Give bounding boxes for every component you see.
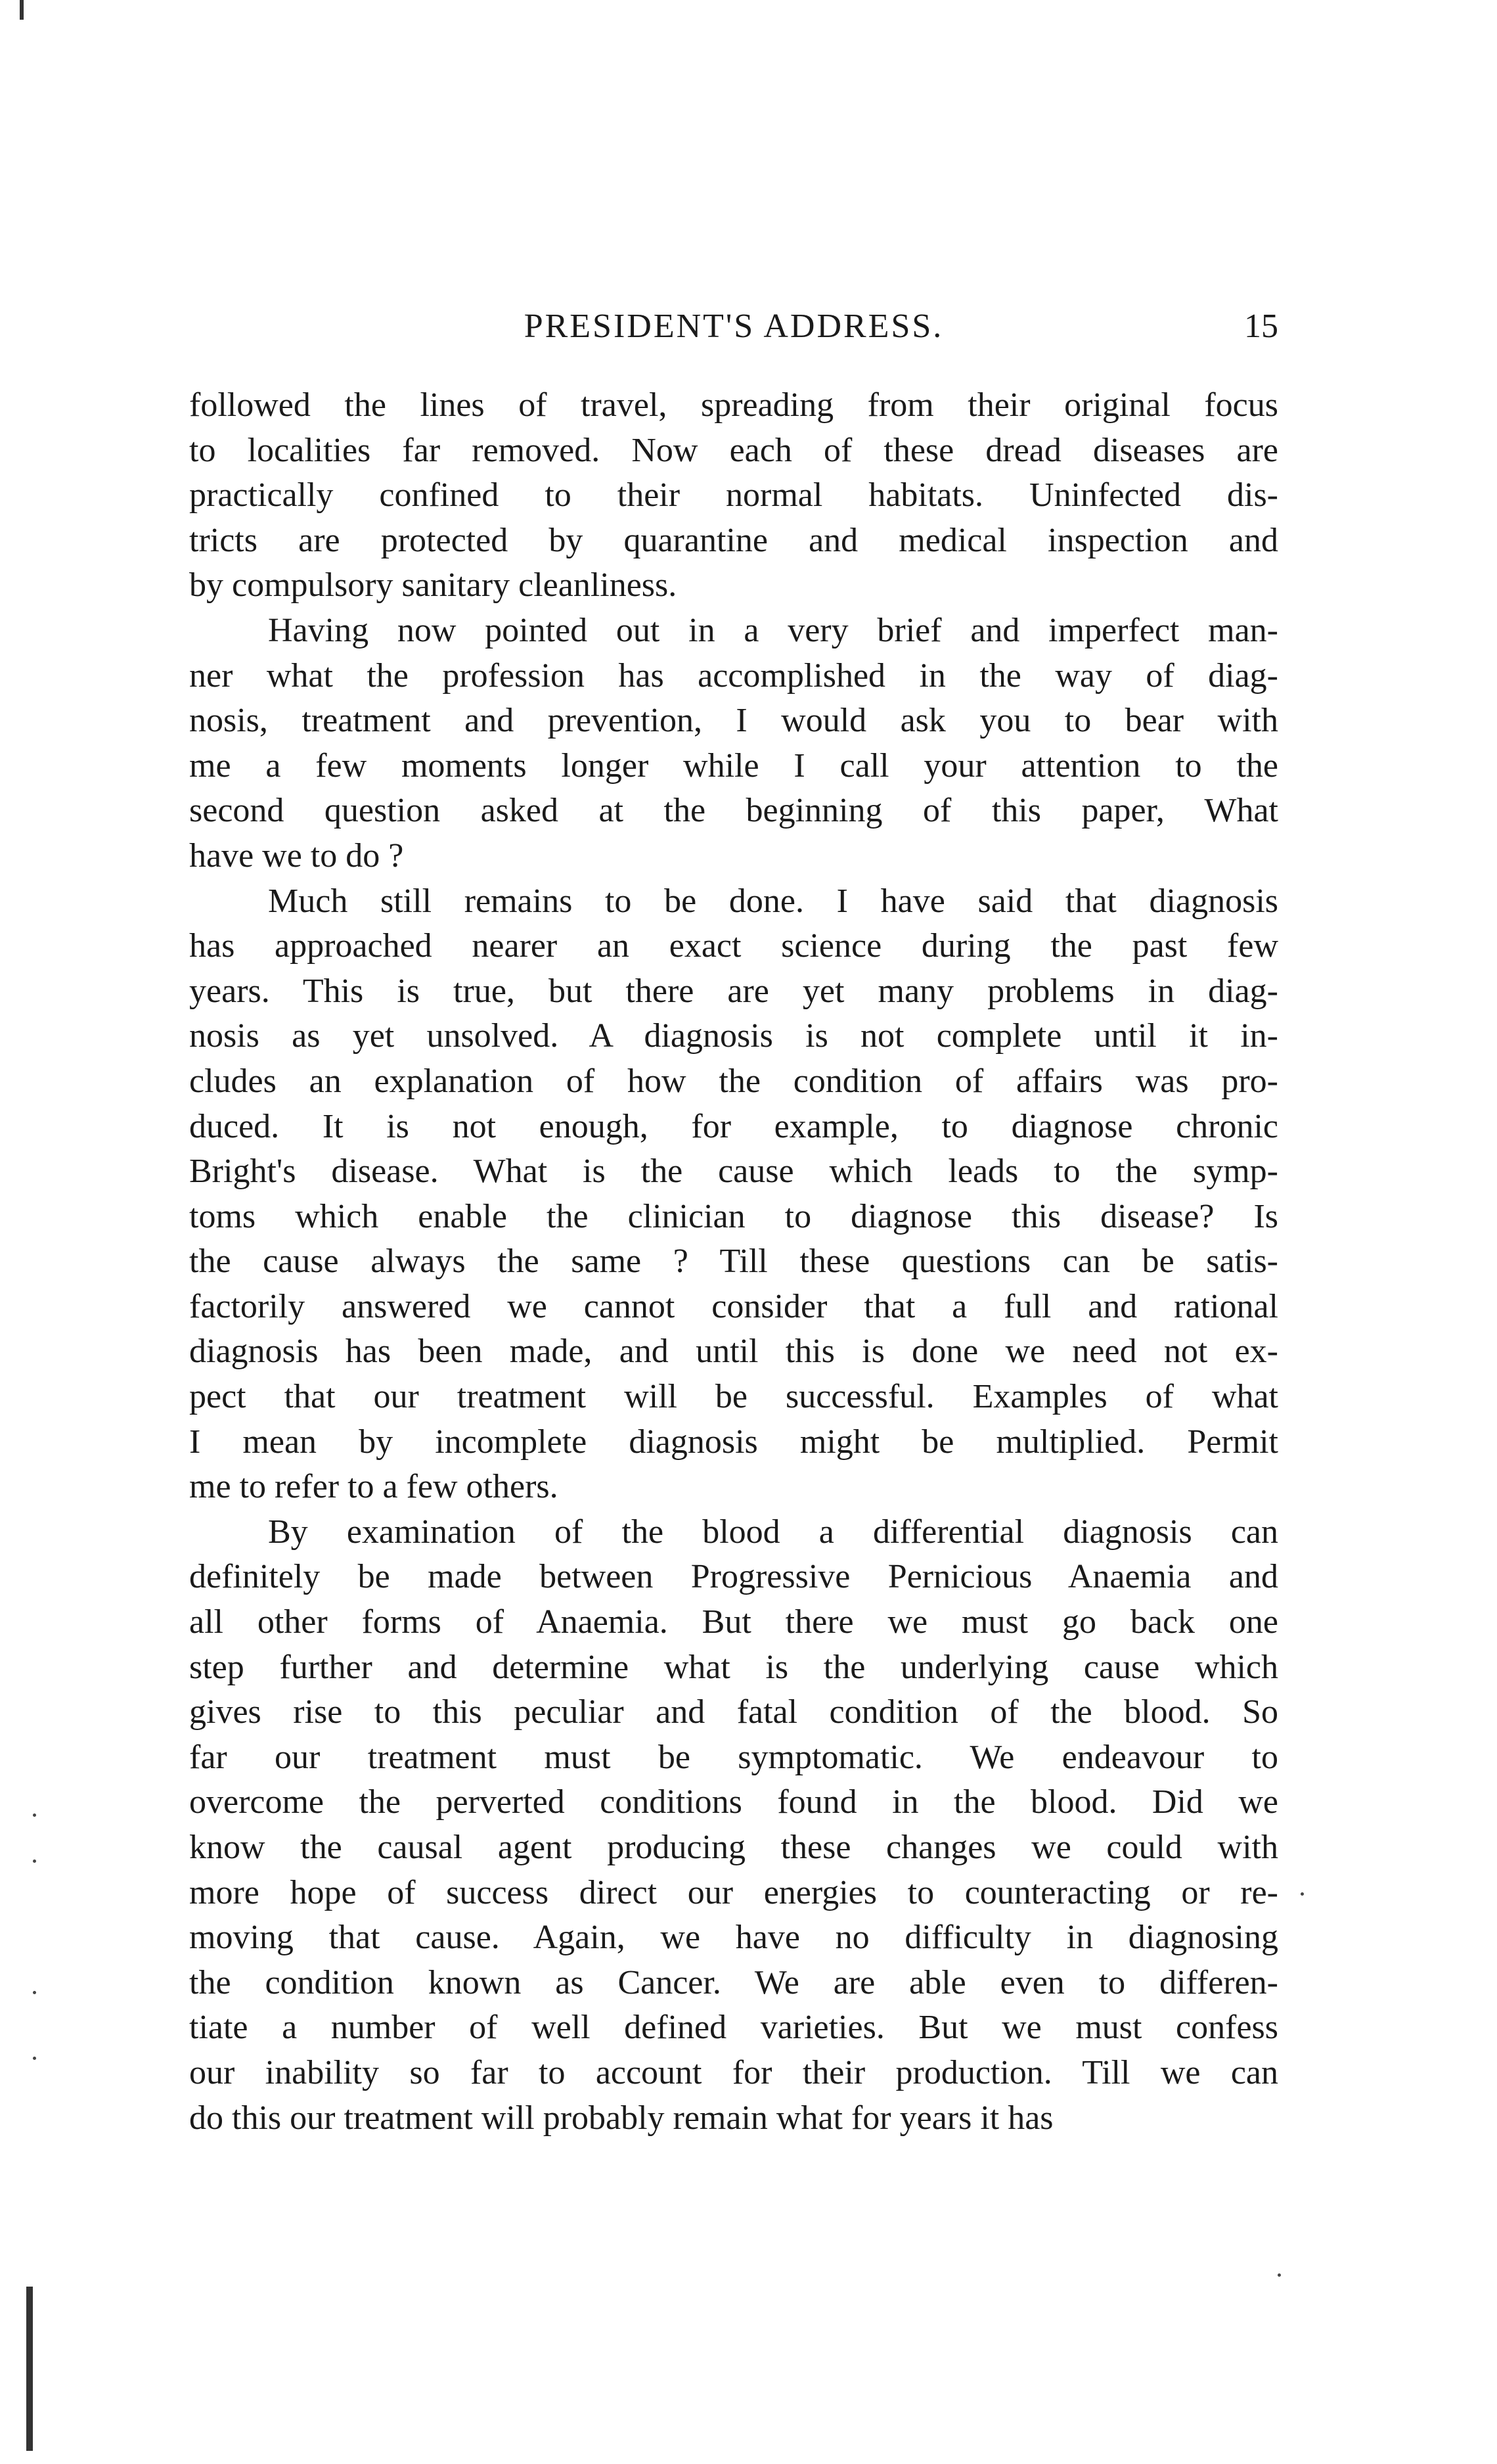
text-line: overcome the perverted conditions found in the blood. Did we (189, 1783, 1278, 1821)
text-line: I mean by incomplete diagnosis might be multiplied. Permit (189, 1423, 1278, 1461)
text-line: second question asked at the beginning of this paper, What (189, 792, 1278, 830)
text-line: Having now pointed out in a very brief and imperfect man- (268, 611, 1278, 649)
text-line: to localities far removed. Now each of these dread diseases are (189, 431, 1278, 469)
text-line: me a few moments longer while I call your attention to the (189, 746, 1278, 785)
binding-edge-mark (20, 0, 24, 20)
text-line: followed the lines of travel, spreading from their original focus (189, 386, 1278, 424)
text-line: tricts are protected by quarantine and medical inspection and (189, 521, 1278, 559)
page-speck (33, 1859, 36, 1863)
text-line: moving that cause. Again, we have no difficulty in diagnosing (189, 1919, 1278, 1957)
paragraph (189, 383, 1278, 608)
text-line: have we to do ? (189, 836, 404, 875)
text-line: practically confined to their normal habitats. Uninfected dis- (189, 476, 1278, 514)
binding-edge-mark (26, 2287, 33, 2451)
page-speck (1301, 1892, 1304, 1896)
text-line: tiate a number of well defined varieties. But we must confess (189, 2009, 1278, 2047)
paragraph (189, 1510, 1278, 2141)
text-line: all other forms of Anaemia. But there we must go back one (189, 1603, 1278, 1641)
text-line: more hope of success direct our energies to counteracting or re- (189, 1873, 1278, 1911)
text-line: step further and determine what is the underlying cause which (189, 1648, 1278, 1686)
text-line: pect that our treatment will be successful. Examples of what (189, 1378, 1278, 1416)
text-line: Bright's disease. What is the cause which leads to the symp- (189, 1152, 1278, 1191)
text-line: ner what the profession has accomplished in the way of diag- (189, 656, 1278, 695)
text-line: factorily answered we cannot consider that a full and rational (189, 1287, 1278, 1325)
text-line: nosis as yet unsolved. A diagnosis is not complete until it in- (189, 1017, 1278, 1055)
text-line: our inability so far to account for their production. Till we can (189, 2053, 1278, 2091)
text-line: Much still remains to be done. I have said that diagnosis (268, 882, 1278, 920)
text-line: the cause always the same ? Till these questions can be satis- (189, 1243, 1278, 1281)
text-line: has approached nearer an exact science during the past few (189, 927, 1278, 965)
page-speck (33, 1814, 36, 1817)
page-header (189, 304, 1278, 350)
page-speck (1278, 2273, 1281, 2277)
text-line: duced. It is not enough, for example, to diagnose chronic (189, 1107, 1278, 1145)
text-line: definitely be made between Progressive Pernicious Anaemia and (189, 1558, 1278, 1596)
text-line: me to refer to a few others. (189, 1468, 558, 1506)
page-number: 15 (1244, 308, 1278, 345)
text-line: nosis, treatment and prevention, I would ask you to bear with (189, 702, 1278, 740)
text-line: toms which enable the clinician to diagnose this disease? Is (189, 1197, 1278, 1235)
text-line: years. This is true, but there are yet many problems in diag- (189, 972, 1278, 1010)
paragraph (189, 879, 1278, 1510)
text-line: gives rise to this peculiar and fatal condition of the blood. So (189, 1693, 1278, 1731)
text-line: the condition known as Cancer. We are able even to differen- (189, 1963, 1278, 2001)
paragraph (189, 608, 1278, 879)
running-head: PRESIDENT'S ADDRESS. (524, 308, 944, 345)
text-line: diagnosis has been made, and until this is done we need not ex- (189, 1333, 1278, 1371)
text-line: by compulsory sanitary cleanliness. (189, 566, 677, 605)
text-line: cludes an explanation of how the condition of affairs was pro- (189, 1062, 1278, 1100)
text-line: By examination of the blood a differential diagnosis can (268, 1513, 1278, 1551)
page-speck (33, 1991, 36, 1994)
text-line: know the causal agent producing these changes we could with (189, 1829, 1278, 1866)
text-line: do this our treatment will probably remain what for years it has (189, 2099, 1054, 2137)
page-speck (33, 2057, 36, 2060)
text-line: far our treatment must be symptomatic. We endeavour to (189, 1738, 1278, 1776)
body-text (189, 383, 1278, 2141)
